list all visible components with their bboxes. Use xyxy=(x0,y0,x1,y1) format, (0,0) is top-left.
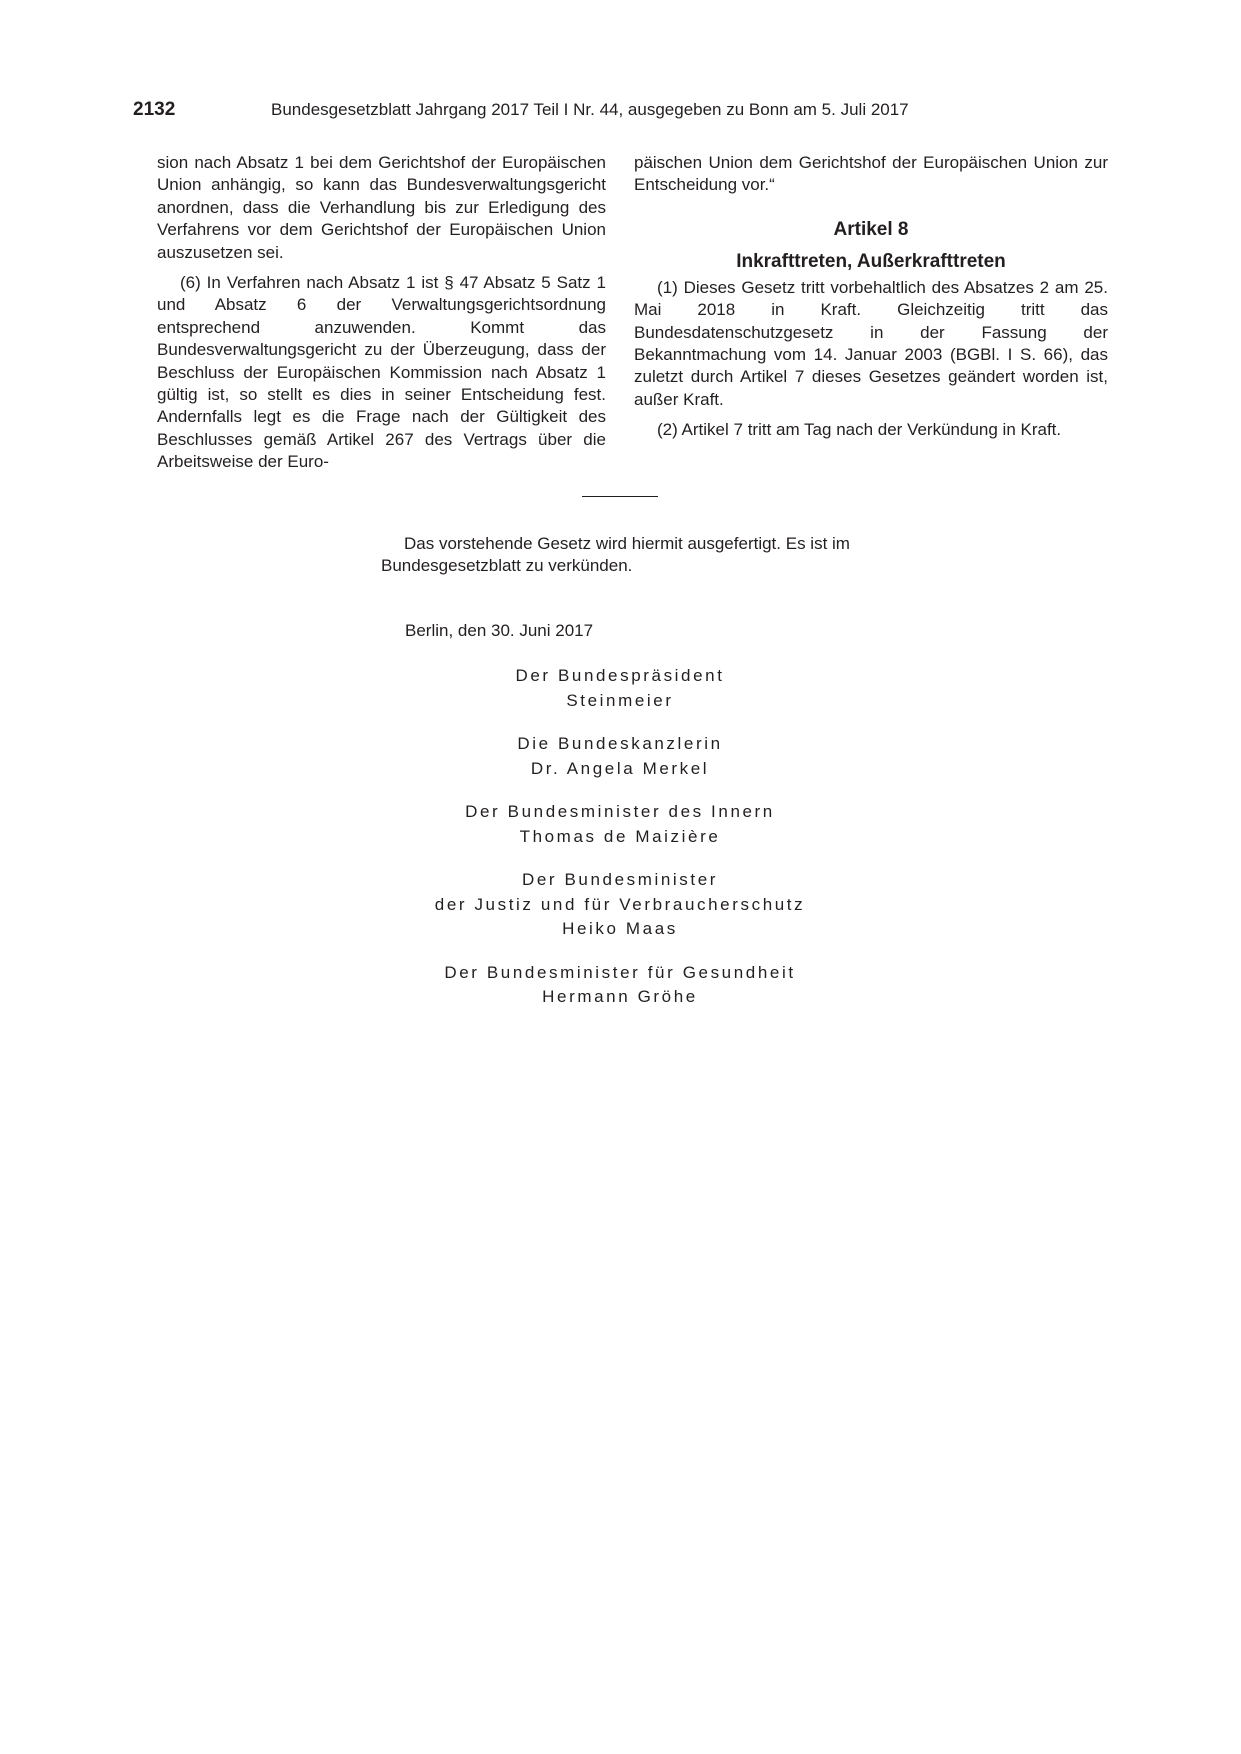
place-date: Berlin, den 30. Juni 2017 xyxy=(405,621,594,640)
promulgation-paragraph: Das vorstehende Gesetz wird hiermit ausgefertigt. Es ist im Bundesgesetzblatt zu verkünden. xyxy=(381,534,850,576)
right-paragraph-1: (1) Dieses Gesetz tritt vorbehaltlich des Absatzes 2 am 25. Mai 2018 in Kraft. Gleichzeitig tritt das Bundesdatenschutzgesetz in der Fassung der Bekanntmachung vom 14. Januar 2003 (BGBl. I S. 66), das zuletzt durch Artikel 7 dieses Gesetzes geändert worden ist, außer Kraft. xyxy=(634,277,1108,409)
signature-name: Steinmeier xyxy=(566,690,674,710)
article-title: Artikel 8 xyxy=(833,218,909,240)
signature-office: Der Bundespräsident xyxy=(515,666,725,685)
left-paragraph-1: sion nach Absatz 1 bei dem Gerichtshof der Europäischen Union anhängig, so kann das Bundesverwaltungsgericht anordnen, dass die Verhandlung bis zur Erledigung des Verfahrens vor dem Gerichtshof der Europäischen Union auszusetzen sei. xyxy=(157,153,606,262)
right-paragraph-continuation: päischen Union dem Gerichtshof der Europäischen Union zur Entscheidung vor.“ xyxy=(634,153,1108,195)
signature-office: Der Bundesminister xyxy=(521,870,719,889)
article-subtitle: Inkrafttreten, Außerkrafttreten xyxy=(736,250,1006,272)
signature-office: der Justiz und für Verbraucherschutz xyxy=(434,894,806,914)
signature-name: Heiko Maas xyxy=(562,919,678,938)
signature-block xyxy=(320,664,920,713)
right-column xyxy=(634,152,1108,442)
right-paragraph-2: (2) Artikel 7 tritt am Tag nach der Verkündung in Kraft. xyxy=(657,420,1062,440)
signature-list xyxy=(320,664,920,1029)
signature-block xyxy=(320,732,920,781)
left-paragraph-2: (6) In Verfahren nach Absatz 1 ist § 47 Absatz 5 Satz 1 und Absatz 6 der Verwaltungsgerichtsordnung entsprechend anzuwenden. Kommt das Bundesverwaltungsgericht zu der Überzeugung, dass der Beschluss der Europäischen Kommission nach Absatz 1 gültig ist, so stellt es dies in seiner Entscheidung fest. Andernfalls legt es die Frage nach der Gültigkeit des Beschlusses gemäß Artikel 267 des Vertrags über die Arbeitsweise der Euro- xyxy=(157,273,606,472)
signature-block xyxy=(320,868,920,942)
signature-office: Der Bundesminister des Innern xyxy=(465,802,775,821)
promulgation-text xyxy=(381,533,861,578)
signature-block xyxy=(320,961,920,1010)
signature-block xyxy=(320,800,920,849)
page-number: 2132 xyxy=(133,99,176,120)
signature-office: Die Bundeskanzlerin xyxy=(517,734,723,753)
signature-office: Der Bundesminister für Gesundheit xyxy=(444,962,796,982)
left-column xyxy=(157,152,606,474)
page-header xyxy=(133,99,1108,125)
running-head: Bundesgesetzblatt Jahrgang 2017 Teil I Nr. 44, ausgegeben zu Bonn am 5. Juli 2017 xyxy=(271,100,909,119)
section-divider xyxy=(582,496,658,497)
signature-name: Thomas de Maizière xyxy=(519,826,721,846)
signature-name: Dr. Angela Merkel xyxy=(530,758,710,778)
signature-name: Hermann Gröhe xyxy=(542,987,698,1006)
